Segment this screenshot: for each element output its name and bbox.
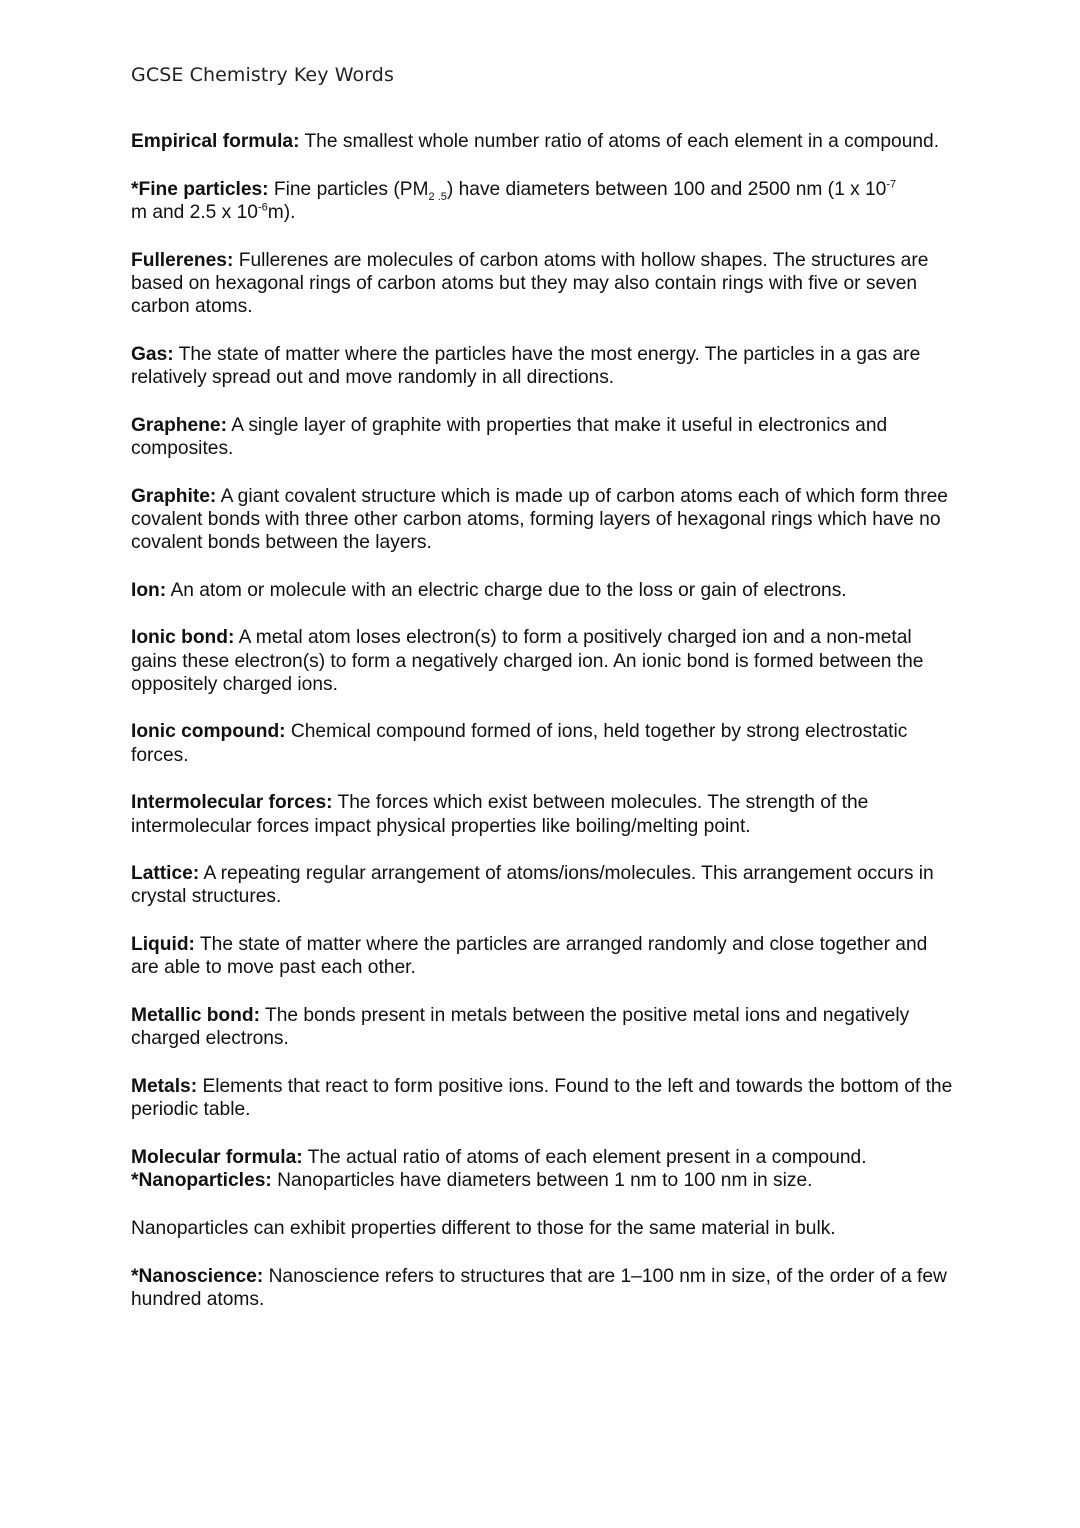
entry-definition: The actual ratio of atoms of each element present in a compound. xyxy=(307,1146,867,1168)
entry-definition: A metal atom loses electron(s) to form a positively charged ion and a non-metal gains these electron(s) to form a negatively charged ion. An ionic bond is formed between the oppositely charged ions. xyxy=(131,627,924,695)
entry-metallic-bond xyxy=(131,1004,956,1050)
entry-fullerenes xyxy=(131,249,956,319)
entry-empirical-formula xyxy=(131,130,956,153)
entry-term: Empirical formula: xyxy=(131,131,300,152)
entry-term: *Nanoparticles: xyxy=(131,1170,272,1192)
entry-term: Molecular formula: xyxy=(131,1146,303,1168)
entry-term: Graphite: xyxy=(131,485,217,507)
entry-metals xyxy=(131,1075,956,1121)
entry-term: Metallic bond: xyxy=(131,1005,260,1027)
entry-ion xyxy=(131,579,956,602)
entry-term: Ion: xyxy=(131,579,167,601)
entry-definition: A giant covalent structure which is made up of carbon atoms each of which form three covalent bonds with three other carbon atoms, forming layers of hexagonal rings which have no covalent bonds between the layers. xyxy=(131,485,948,553)
entry-definition-part: m). xyxy=(267,201,296,223)
entry-intermolecular-forces xyxy=(131,791,956,837)
entry-fine-particles xyxy=(131,178,956,224)
entry-term: *Fine particles: xyxy=(131,178,269,200)
entry-definition: The state of matter where the particles have the most energy. The particles in a gas are relatively spread out and move randomly in all directions. xyxy=(131,343,921,388)
entry-definition: Nanoparticles can exhibit properties different to those for the same material in bulk. xyxy=(131,1217,836,1239)
glossary-list xyxy=(131,130,956,1335)
entry-definition: The bonds present in metals between the positive metal ions and negatively charged electrons. xyxy=(131,1005,910,1050)
entry-ionic-compound xyxy=(131,720,956,766)
entry-definition-part: ) have diameters between 100 and 2500 nm (1 x 10 xyxy=(446,178,887,200)
superscript: -7 xyxy=(886,178,897,191)
entry-term: *Nanoscience: xyxy=(131,1265,264,1287)
entry-definition: Nanoscience refers to structures that are 1–100 nm in size, of the order of a few hundred atoms. xyxy=(131,1265,947,1310)
entry-term: Fullerenes: xyxy=(131,249,234,271)
entry-molecular-formula xyxy=(131,1146,956,1169)
entry-term: Lattice: xyxy=(131,863,200,885)
entry-gas xyxy=(131,343,956,389)
entry-definition: The forces which exist between molecules. The strength of the intermolecular forces impact physical properties like boiling/melting point. xyxy=(131,792,869,837)
entry-definition: The state of matter where the particles are arranged randomly and close together and are able to move past each other. xyxy=(131,934,928,979)
entry-term: Graphene: xyxy=(131,414,227,436)
entry-definition-part: Fine particles (PM xyxy=(273,178,429,200)
entry-definition: Elements that react to form positive ions. Found to the left and towards the bottom of the periodic table. xyxy=(131,1075,953,1121)
entry-ionic-bond xyxy=(131,626,956,696)
entry-term: Metals: xyxy=(131,1075,198,1097)
entry-nanoparticles xyxy=(131,1169,956,1192)
entry-graphite xyxy=(131,485,956,555)
entry-nanoscience xyxy=(131,1265,956,1311)
subscript: 2 .5 xyxy=(428,190,447,203)
entry-graphene xyxy=(131,414,956,460)
entry-definition: Chemical compound formed of ions, held together by strong electrostatic forces. xyxy=(131,721,908,766)
entry-term: Ionic bond: xyxy=(131,627,235,649)
entry-definition: A repeating regular arrangement of atoms/ions/molecules. This arrangement occurs in crystal structures. xyxy=(131,863,934,908)
entry-definition: Fullerenes are molecules of carbon atoms with hollow shapes. The structures are based on hexagonal rings of carbon atoms but they may also contain rings with five or seven carbon atoms. xyxy=(131,249,929,318)
entry-lattice xyxy=(131,862,956,908)
entry-definition: An atom or molecule with an electric charge due to the loss or gain of electrons. xyxy=(170,579,847,601)
entry-nanoparticles-note xyxy=(131,1217,956,1240)
page-header: GCSE Chemistry Key Words xyxy=(131,64,394,86)
superscript: -6 xyxy=(257,201,268,214)
entry-term: Liquid: xyxy=(131,934,195,956)
entry-definition: A single layer of graphite with properties that make it useful in electronics and composites. xyxy=(131,414,888,459)
entry-term: Intermolecular forces: xyxy=(131,792,333,814)
entry-definition: The smallest whole number ratio of atoms of each element in a compound. xyxy=(304,131,940,152)
entry-definition: Nanoparticles have diameters between 1 nm to 100 nm in size. xyxy=(277,1170,813,1192)
entry-term: Ionic compound: xyxy=(131,721,286,743)
entry-definition-part: m and 2.5 x 10 xyxy=(131,201,258,223)
entry-liquid xyxy=(131,933,956,979)
entry-term: Gas: xyxy=(131,343,174,365)
